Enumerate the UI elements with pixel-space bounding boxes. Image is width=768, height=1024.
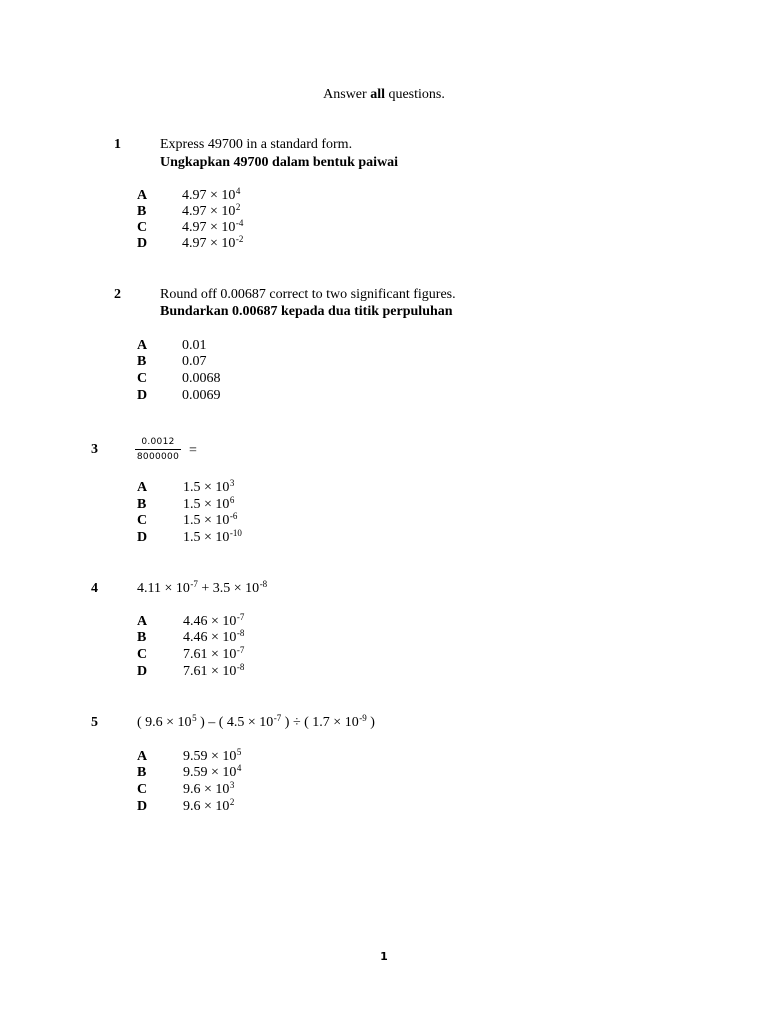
q3-option-d-exp: -10 bbox=[229, 528, 242, 538]
q5-option-d[interactable] bbox=[183, 799, 234, 815]
q3-option-b[interactable] bbox=[183, 497, 234, 513]
q3-option-d[interactable] bbox=[183, 530, 242, 546]
q5-option-b[interactable] bbox=[183, 765, 241, 781]
q1-option-d[interactable] bbox=[182, 236, 243, 252]
q5-option-a[interactable] bbox=[183, 749, 241, 765]
q4-option-d-base: 7.61 × 10 bbox=[183, 664, 237, 679]
question-4-number: 4 bbox=[91, 581, 98, 596]
instruction-prefix: Answer bbox=[323, 87, 371, 102]
q2-option-b[interactable]: 0.07 bbox=[182, 354, 207, 369]
question-2-text: Round off 0.00687 correct to two significant figures. bbox=[160, 287, 456, 302]
q5-option-c-exp: 3 bbox=[229, 780, 235, 790]
q5-option-letter: D bbox=[137, 799, 148, 814]
expr-exp-1: 5 bbox=[192, 713, 197, 723]
expr-part-3: ) ÷ ( 1.7 × 10 bbox=[281, 715, 359, 730]
instruction-bold: all bbox=[370, 87, 385, 102]
q4-option-letter: A bbox=[137, 614, 148, 629]
question-1-text: Express 49700 in a standard form. bbox=[160, 137, 353, 152]
question-3-fraction bbox=[135, 437, 181, 463]
q4-option-d[interactable] bbox=[183, 664, 244, 680]
q4-option-c-exp: -7 bbox=[236, 645, 245, 655]
q1-option-a-exp: 4 bbox=[235, 186, 241, 196]
q4-option-letter: D bbox=[137, 664, 148, 679]
q1-option-c[interactable] bbox=[182, 220, 243, 236]
q3-option-d-base: 1.5 × 10 bbox=[183, 530, 230, 545]
expr-exp-3: -9 bbox=[359, 713, 367, 723]
q4-option-c-base: 7.61 × 10 bbox=[183, 647, 237, 662]
expr-term-a: 4.11 × 10 bbox=[137, 581, 190, 596]
question-3-equals: = bbox=[189, 443, 197, 458]
q3-option-b-exp: 6 bbox=[229, 495, 235, 505]
q5-option-a-base: 9.59 × 10 bbox=[183, 749, 237, 764]
expr-part-2: ) – ( 4.5 × 10 bbox=[196, 715, 274, 730]
q4-option-letter: C bbox=[137, 647, 148, 662]
q4-option-b-exp: -8 bbox=[236, 628, 245, 638]
q5-option-b-exp: 4 bbox=[236, 763, 242, 773]
q2-option-letter: A bbox=[137, 338, 148, 353]
q1-option-a[interactable] bbox=[182, 188, 240, 204]
expr-part-1: ( 9.6 × 10 bbox=[137, 715, 192, 730]
q3-option-a-exp: 3 bbox=[229, 478, 235, 488]
q3-option-letter: C bbox=[137, 513, 148, 528]
q5-option-d-exp: 2 bbox=[229, 797, 235, 807]
q2-option-a[interactable]: 0.01 bbox=[182, 338, 207, 353]
fraction-bar bbox=[135, 449, 181, 450]
expr-term-a-exp: -7 bbox=[190, 579, 198, 589]
q3-option-b-base: 1.5 × 10 bbox=[183, 497, 230, 512]
expr-part-4: ) bbox=[366, 715, 375, 730]
expr-exp-2: -7 bbox=[273, 713, 282, 723]
question-1-number: 1 bbox=[114, 137, 121, 152]
q2-option-letter: B bbox=[137, 354, 147, 369]
expr-term-b: + 3.5 × 10 bbox=[197, 581, 260, 596]
q5-option-b-base: 9.59 × 10 bbox=[183, 765, 237, 780]
q3-option-letter: A bbox=[137, 480, 148, 495]
q5-option-letter: C bbox=[137, 782, 148, 797]
q1-option-d-exp: -2 bbox=[235, 234, 244, 244]
fraction-denominator: 8000000 bbox=[136, 452, 180, 462]
q1-option-letter: C bbox=[137, 220, 148, 235]
q3-option-a-base: 1.5 × 10 bbox=[183, 480, 230, 495]
page-number: 1 bbox=[380, 950, 388, 963]
instruction bbox=[0, 87, 768, 103]
q2-option-letter: C bbox=[137, 371, 148, 386]
q2-option-letter: D bbox=[137, 388, 148, 403]
q3-option-c-base: 1.5 × 10 bbox=[183, 513, 230, 528]
question-4-expression bbox=[137, 581, 267, 597]
q1-option-b-base: 4.97 × 10 bbox=[182, 204, 236, 219]
q2-option-c[interactable]: 0.0068 bbox=[182, 371, 221, 386]
instruction-suffix: questions. bbox=[384, 87, 445, 102]
q4-option-b-base: 4.46 × 10 bbox=[183, 630, 237, 645]
q4-option-d-exp: -8 bbox=[236, 662, 245, 672]
q1-option-b-exp: 2 bbox=[235, 202, 241, 212]
question-5-number: 5 bbox=[91, 715, 98, 730]
q5-option-letter: B bbox=[137, 765, 147, 780]
q5-option-letter: A bbox=[137, 749, 148, 764]
fraction-numerator: 0.0012 bbox=[141, 437, 175, 447]
q3-option-letter: B bbox=[137, 497, 147, 512]
q3-option-a[interactable] bbox=[183, 480, 234, 496]
q4-option-letter: B bbox=[137, 630, 147, 645]
q4-option-a-base: 4.46 × 10 bbox=[183, 614, 237, 629]
question-3-number: 3 bbox=[91, 442, 98, 457]
q3-option-c-exp: -6 bbox=[229, 511, 238, 521]
q1-option-letter: D bbox=[137, 236, 148, 251]
expr-term-b-exp: -8 bbox=[259, 579, 268, 589]
question-5-expression bbox=[137, 715, 375, 731]
q1-option-letter: B bbox=[137, 204, 147, 219]
q1-option-b[interactable] bbox=[182, 204, 240, 220]
q4-option-c[interactable] bbox=[183, 647, 244, 663]
q5-option-c[interactable] bbox=[183, 782, 234, 798]
q1-option-d-base: 4.97 × 10 bbox=[182, 236, 236, 251]
q2-option-d[interactable]: 0.0069 bbox=[182, 388, 221, 403]
q5-option-d-base: 9.6 × 10 bbox=[183, 799, 230, 814]
q3-option-letter: D bbox=[137, 530, 148, 545]
q4-option-a-exp: -7 bbox=[236, 612, 245, 622]
q5-option-a-exp: 5 bbox=[236, 747, 242, 757]
q1-option-a-base: 4.97 × 10 bbox=[182, 188, 236, 203]
question-2-number: 2 bbox=[114, 287, 121, 302]
q1-option-c-base: 4.97 × 10 bbox=[182, 220, 236, 235]
question-2-translation: Bundarkan 0.00687 kepada dua titik perpuluhan bbox=[160, 304, 453, 319]
q4-option-a[interactable] bbox=[183, 614, 244, 630]
q1-option-letter: A bbox=[137, 188, 148, 203]
question-1-translation: Ungkapkan 49700 dalam bentuk paiwai bbox=[160, 155, 399, 170]
q3-option-c[interactable] bbox=[183, 513, 237, 529]
q5-option-c-base: 9.6 × 10 bbox=[183, 782, 230, 797]
q1-option-c-exp: -4 bbox=[235, 218, 244, 228]
q4-option-b[interactable] bbox=[183, 630, 244, 646]
